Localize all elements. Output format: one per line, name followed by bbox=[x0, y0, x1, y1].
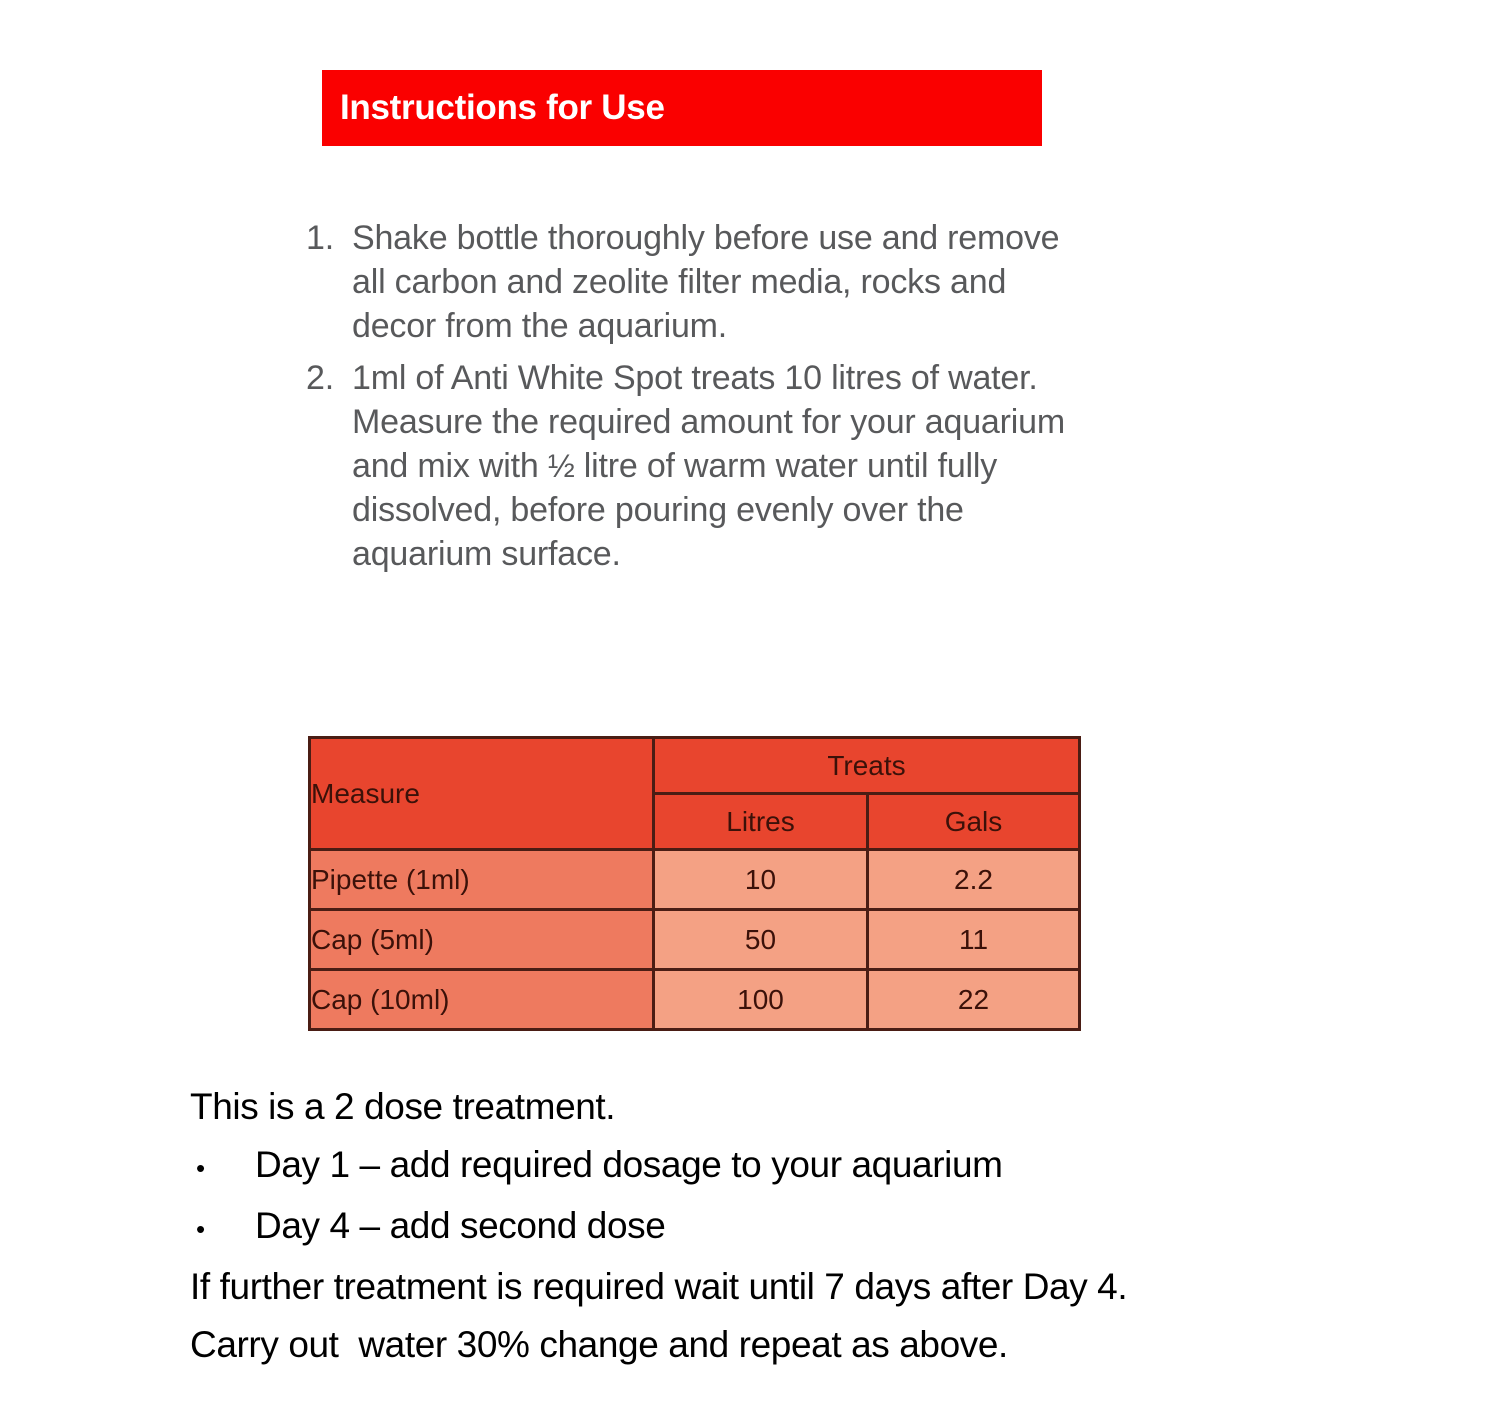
dosage-table-body bbox=[310, 850, 1080, 1030]
instruction-text-part-2: litre of warm water until fully dissolved, before pouring evenly over the aquarium surface. bbox=[352, 447, 998, 573]
page-title: Instructions for Use bbox=[340, 88, 665, 127]
table-row bbox=[310, 910, 1080, 970]
cell-gals: 2.2 bbox=[868, 850, 1080, 910]
cell-litres: 10 bbox=[654, 850, 868, 910]
instruction-text-part-1: 1ml of Anti White Spot treats 10 litres of water. Measure the required amount for your aquarium and mix with bbox=[352, 359, 1065, 485]
instruction-item-2 bbox=[306, 356, 1066, 576]
header-treats: Treats bbox=[654, 738, 1080, 794]
bullet-icon: • bbox=[196, 1153, 205, 1183]
half-fraction: ½ bbox=[547, 448, 575, 484]
notes-intro: This is a 2 dose treatment. bbox=[190, 1086, 616, 1127]
cell-gals: 11 bbox=[868, 910, 1080, 970]
dosage-table bbox=[308, 736, 1081, 1031]
dosing-notes bbox=[190, 1078, 1400, 1374]
cell-litres: 50 bbox=[654, 910, 868, 970]
table-row bbox=[310, 970, 1080, 1030]
header-measure: Measure bbox=[310, 738, 654, 850]
note-bullet-item-1 bbox=[190, 1136, 1400, 1197]
cell-measure: Cap (5ml) bbox=[310, 910, 654, 970]
cell-measure: Pipette (1ml) bbox=[310, 850, 654, 910]
instruction-item-1 bbox=[306, 216, 1066, 348]
cell-litres: 100 bbox=[654, 970, 868, 1030]
instruction-text: Shake bottle thoroughly before use and remove all carbon and zeolite filter media, rocks and decor from the aquarium. bbox=[352, 219, 1060, 345]
note-bullet-label: Day 1 – add required dosage to your aquarium bbox=[255, 1144, 1003, 1185]
note-bullet-label: Day 4 – add second dose bbox=[255, 1205, 666, 1246]
header-gals: Gals bbox=[868, 794, 1080, 850]
table-header-row-1 bbox=[310, 738, 1080, 794]
instructions-list bbox=[306, 216, 1066, 576]
cell-gals: 22 bbox=[868, 970, 1080, 1030]
instructions-header-banner bbox=[322, 70, 1042, 146]
instruction-number: 2. bbox=[306, 359, 334, 397]
instruction-number: 1. bbox=[306, 219, 334, 257]
cell-measure: Cap (10ml) bbox=[310, 970, 654, 1030]
dosage-table-head bbox=[310, 738, 1080, 850]
header-litres: Litres bbox=[654, 794, 868, 850]
note-bullet-item-2 bbox=[190, 1197, 1400, 1258]
instruction-text bbox=[352, 356, 1066, 576]
table-row bbox=[310, 850, 1080, 910]
notes-footer-line-2: Carry out water 30% change and repeat as above. bbox=[190, 1324, 1008, 1365]
notes-footer-line-1: If further treatment is required wait until 7 days after Day 4. bbox=[190, 1266, 1128, 1307]
bullet-icon: • bbox=[196, 1214, 205, 1244]
